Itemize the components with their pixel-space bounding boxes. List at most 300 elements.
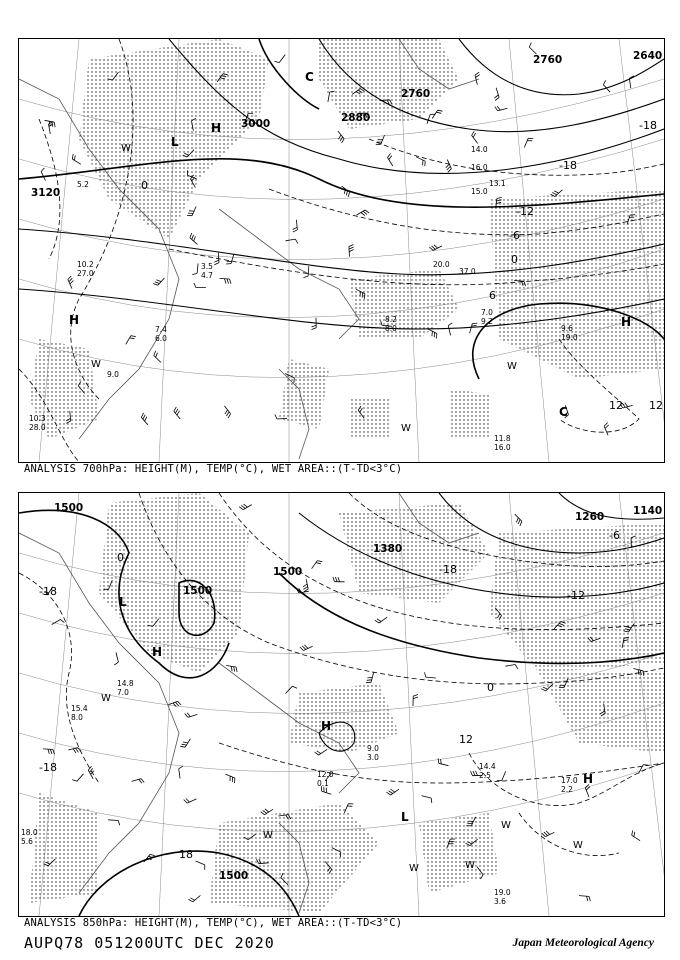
temperature-label: 0	[117, 551, 124, 564]
wind-barb-feather	[349, 250, 354, 252]
station-value: 13.1	[489, 179, 506, 188]
wind-barb	[190, 238, 198, 245]
wet-marker: W	[573, 840, 583, 851]
wind-barb	[632, 835, 640, 840]
wind-barb-feather	[342, 139, 345, 143]
wind-barb-feather	[361, 213, 365, 216]
temperature-label: 12	[609, 399, 623, 412]
wind-barb-feather	[188, 899, 192, 901]
wind-barb-feather	[190, 898, 194, 900]
wind-barb-feather	[518, 520, 520, 525]
station-value: 8.0	[385, 324, 397, 333]
station-value: 14.8	[117, 679, 134, 688]
station-value: 11.8	[494, 434, 511, 443]
height-label: 1380	[373, 543, 403, 555]
wind-barb	[470, 324, 473, 334]
station-value: 14.0	[471, 145, 488, 154]
wind-barb-feather	[239, 507, 243, 510]
wind-barb-feather	[214, 263, 219, 265]
wind-barb-feather	[73, 749, 76, 753]
wind-barb-feather	[60, 620, 64, 623]
wind-barb-feather	[391, 789, 395, 792]
pressure-center: C	[559, 405, 568, 419]
wind-barb-feather	[604, 423, 608, 427]
wind-barb-feather	[178, 701, 181, 705]
wind-barb-feather	[74, 155, 75, 160]
station-value: 9.0	[367, 744, 379, 753]
wind-barb-feather	[634, 832, 635, 837]
wind-barb-feather	[295, 239, 298, 243]
station-value: 15.4	[71, 704, 88, 713]
wind-barb-feather	[366, 682, 371, 683]
wind-barb	[154, 356, 161, 363]
wind-barb-feather	[632, 830, 633, 835]
wind-barb-feather	[389, 791, 393, 794]
station-value: 18.0	[21, 828, 38, 837]
wind-barb	[231, 254, 234, 264]
height-label: 2760	[533, 54, 563, 66]
wind-barb-feather	[173, 703, 176, 707]
wind-barb-feather	[413, 697, 418, 699]
wind-barb	[629, 78, 630, 88]
wind-barb-feather	[150, 854, 155, 856]
wind-barb-feather	[293, 230, 298, 232]
temperature-label: -18	[39, 761, 57, 774]
wind-barb-feather	[542, 833, 546, 836]
wind-barb-feather	[261, 812, 265, 815]
wind-barb-feather	[605, 425, 609, 429]
wind-barb-feather	[438, 110, 443, 111]
wind-barb-feather	[230, 279, 232, 284]
station-value: 4.7	[201, 271, 213, 280]
temperature-label: -18	[559, 159, 577, 172]
wind-barb-feather	[546, 831, 550, 834]
height-label: 2760	[401, 88, 431, 100]
wind-barb-feather	[367, 680, 372, 681]
wet-marker: W	[507, 361, 517, 372]
wind-barb	[158, 278, 165, 285]
station-value: 0.1	[317, 779, 329, 788]
wind-barb-feather	[529, 43, 531, 48]
wind-barb	[52, 620, 61, 625]
wind-barb-feather	[265, 809, 269, 812]
wind-barb-feather	[72, 154, 73, 159]
map-700hpa	[19, 39, 664, 462]
wind-barb-feather	[302, 646, 306, 650]
wind-barb-feather	[346, 191, 347, 196]
wind-barb-feather	[387, 792, 391, 795]
station-value: 12.0	[317, 770, 334, 779]
pressure-center: H	[321, 719, 332, 733]
station-value: 6.0	[155, 334, 167, 343]
height-label: 2880	[341, 112, 371, 124]
wind-barb-feather	[425, 672, 426, 677]
station-value: 14.4	[479, 762, 496, 771]
wind-barb	[338, 131, 344, 139]
wind-barb-feather	[177, 411, 180, 415]
wind-barb	[296, 220, 297, 230]
wind-barb-feather	[441, 759, 442, 764]
wind-barb-feather	[448, 323, 452, 326]
wind-barb-feather	[175, 409, 178, 413]
wind-barb-feather	[472, 131, 475, 135]
wind-barb-feather	[214, 260, 219, 262]
wind-barb-feather	[625, 403, 628, 407]
wind-barb-feather	[338, 577, 340, 582]
wind-barb	[579, 896, 589, 897]
wind-barb-feather	[275, 415, 277, 420]
wind-barb	[416, 157, 425, 161]
station-value: 7.4	[155, 325, 167, 334]
height-label: 1260	[575, 511, 605, 523]
wind-barb-feather	[543, 687, 548, 689]
height-label: 2640	[633, 50, 663, 62]
wind-barb-feather	[175, 702, 178, 706]
wind-barb-feather	[340, 137, 343, 141]
wind-barb-feather	[156, 353, 158, 358]
wind-barb	[279, 55, 285, 63]
wind-barb-feather	[375, 620, 379, 623]
wet-marker: W	[501, 820, 511, 831]
wind-barb-feather	[429, 247, 433, 250]
wet-marker: W	[401, 423, 411, 434]
wind-barb-feather	[69, 278, 73, 282]
wind-barb-feather	[49, 121, 50, 126]
wet-marker: W	[121, 143, 131, 154]
wind-barb	[472, 135, 478, 143]
wind-barb-feather	[70, 281, 73, 285]
wind-barb	[77, 774, 84, 782]
panel-caption-700hpa: ANALYSIS 700hPa: HEIGHT(M), TEMP(°C), WET AREA::(T-TD<3°C)	[24, 463, 403, 475]
wet-area-stipple	[29, 493, 664, 913]
station-value: 19.0	[494, 888, 511, 897]
pressure-center: H	[152, 645, 163, 659]
wind-barb-feather	[447, 166, 451, 170]
wind-barb-feather	[389, 156, 392, 160]
panel-caption-850hpa: ANALYSIS 850hPa: HEIGHT(M), TEMP(°C), WET AREA::(T-TD<3°C)	[24, 917, 403, 929]
station-value: 7.0	[481, 308, 493, 317]
wind-barb	[388, 158, 393, 167]
wind-barb-feather	[317, 561, 322, 562]
wind-barb-feather	[431, 798, 432, 803]
wind-barb-feather	[192, 273, 197, 274]
wind-barb-feather	[589, 896, 590, 901]
wind-barb	[218, 253, 219, 263]
wind-barb	[179, 769, 180, 779]
wind-barb-feather	[139, 779, 142, 783]
wind-barb-feather	[194, 236, 196, 241]
wind-barb-feather	[475, 72, 479, 75]
wind-barb-feather	[184, 800, 188, 804]
pressure-center: L	[171, 135, 179, 149]
station-value: 17.0	[561, 776, 578, 785]
wind-barb-feather	[587, 896, 588, 901]
wind-barb-feather	[446, 164, 450, 168]
wind-barb-feather	[432, 331, 433, 336]
wind-barb-feather	[145, 417, 147, 421]
temperature-label: 18	[179, 848, 193, 861]
wind-barb	[108, 820, 118, 821]
wind-barb-feather	[274, 61, 279, 62]
wind-barb-feather	[244, 504, 248, 507]
wet-marker: W	[465, 860, 475, 871]
wind-barb	[312, 561, 318, 569]
wind-barb-feather	[495, 97, 499, 100]
wind-barb-feather	[335, 577, 337, 582]
wind-barb-feather	[520, 521, 522, 526]
wind-barb	[379, 617, 387, 623]
station-value: 3.6	[494, 897, 506, 906]
wind-barb-feather	[227, 279, 229, 284]
wind-barb-feather	[340, 852, 341, 857]
station-value: 8.0	[71, 713, 83, 722]
wind-barb-feather	[315, 752, 319, 755]
wind-barb	[197, 263, 198, 273]
temperature-label: -12	[516, 205, 534, 218]
temperature-label: 6	[489, 289, 496, 302]
wind-barb-feather	[303, 584, 307, 587]
wind-barb-feather	[180, 746, 185, 747]
wind-barb-feather	[541, 689, 546, 691]
wind-barb-feather	[544, 832, 548, 836]
bulletin-header: AUPQ78 051200UTC DEC 2020	[24, 934, 275, 952]
wind-barb-feather	[472, 323, 477, 324]
wind-barb-feather	[154, 351, 156, 356]
wind-barb-feather	[432, 246, 436, 249]
wind-barb-feather	[155, 282, 160, 284]
wind-barb	[639, 765, 644, 774]
station-value: 9.2	[481, 317, 493, 326]
wet-marker: W	[409, 863, 419, 874]
temperature-label: 12	[459, 733, 473, 746]
wind-barb-feather	[312, 325, 317, 327]
wind-barb-feather	[304, 587, 308, 590]
wind-barb-feather	[118, 821, 120, 826]
wet-marker: W	[263, 830, 273, 841]
wind-barb	[505, 665, 515, 667]
wind-barb-feather	[226, 412, 229, 416]
wind-barb	[243, 505, 252, 510]
temperature-label: -12	[567, 589, 585, 602]
wind-barb-feather	[349, 245, 354, 247]
wind-barb-feather	[225, 410, 228, 414]
wind-barb-feather	[263, 810, 267, 813]
wind-barb-feather	[41, 168, 44, 172]
station-value: 8.2	[385, 315, 397, 324]
wind-barb-feather	[495, 107, 498, 111]
wind-barb-feather	[476, 75, 480, 78]
wind-barb-feather	[349, 247, 354, 249]
temperature-label: -18	[639, 119, 657, 132]
pressure-center: H	[211, 121, 222, 135]
station-value: 3.5	[201, 262, 213, 271]
temperature-label: -6	[609, 529, 620, 542]
station-value: 5.6	[21, 837, 33, 846]
wind-barb-feather	[367, 677, 372, 678]
wind-barb-feather	[552, 193, 557, 195]
wind-barb	[308, 266, 309, 276]
wind-barb-feather	[303, 276, 308, 278]
wind-barb-feather	[317, 751, 321, 754]
pressure-center: C	[305, 70, 314, 84]
wind-barb-feather	[192, 235, 194, 240]
station-value: 16.0	[494, 443, 511, 452]
wind-barb-feather	[448, 169, 452, 173]
wind-barb-feather	[225, 279, 227, 284]
wind-barb-feather	[476, 771, 478, 776]
wind-barb	[422, 796, 432, 799]
wind-barb	[524, 138, 528, 147]
wind-barb-feather	[234, 667, 235, 672]
wind-barb-feather	[643, 765, 648, 766]
wind-barb-feather	[312, 328, 317, 330]
wet-marker: W	[91, 359, 101, 370]
wind-barb-feather	[156, 280, 161, 282]
pressure-center: H	[69, 313, 80, 327]
wind-barb-feather	[48, 749, 50, 754]
pressure-center: L	[119, 595, 127, 609]
station-value: 2.5	[479, 771, 491, 780]
wind-barb-feather	[603, 80, 605, 84]
station-value: 37.0	[459, 267, 476, 276]
station-value: 16.0	[471, 163, 488, 172]
wind-barb-feather	[174, 407, 177, 411]
wind-barb	[193, 895, 201, 901]
temperature-label: -18	[39, 585, 57, 598]
wind-barb-feather	[554, 191, 558, 193]
wind-barb-feather	[304, 645, 308, 649]
height-label: 1500	[54, 502, 84, 514]
station-value: 27.0	[77, 269, 94, 278]
wind-barb-feather	[179, 766, 183, 769]
wind-barb-feather	[228, 414, 231, 418]
wind-barb	[196, 861, 205, 865]
wind-barb-feather	[497, 106, 500, 110]
station-value: 7.0	[117, 688, 129, 697]
wind-barb-feather	[54, 122, 55, 127]
wind-barb	[116, 652, 118, 662]
wind-barb-feather	[348, 192, 349, 197]
station-value: 19.0	[561, 333, 578, 342]
wind-barb	[439, 763, 449, 765]
wet-marker: W	[101, 693, 111, 704]
temperature-label: 0	[141, 179, 148, 192]
wind-barb-feather	[377, 619, 381, 622]
wind-barb-feather	[72, 780, 77, 782]
wind-barb-feather	[473, 133, 476, 137]
station-value: 10.3	[29, 414, 46, 423]
wind-barb-feather	[388, 154, 391, 158]
wind-barb-feather	[52, 122, 53, 127]
wind-barb-feather	[53, 749, 55, 754]
wind-barb	[72, 159, 81, 164]
wind-barb-feather	[516, 518, 518, 523]
wind-barb	[502, 771, 506, 780]
wind-barb-feather	[515, 665, 518, 669]
pressure-center: H	[583, 772, 594, 786]
wind-barb-feather	[183, 742, 188, 743]
wind-barb-feather	[114, 662, 118, 665]
wind-barb-feather	[50, 749, 52, 754]
wind-barb-feather	[236, 667, 237, 672]
map-panel-850hpa	[18, 492, 665, 917]
pressure-center: H	[621, 315, 632, 329]
wind-barb-feather	[293, 227, 297, 229]
station-value: 28.0	[29, 423, 46, 432]
wind-barb-feather	[78, 748, 81, 752]
height-label: 1500	[219, 870, 249, 882]
temperature-label: 0	[487, 681, 494, 694]
station-value: 9.6	[561, 324, 573, 333]
wind-barb-feather	[473, 771, 475, 776]
wind-barb-feather	[333, 577, 335, 582]
wind-barb	[224, 406, 230, 414]
wind-barb-feather	[413, 695, 418, 697]
height-label: 3000	[241, 118, 271, 130]
wind-barb	[448, 326, 450, 336]
wind-barb-feather	[182, 744, 187, 745]
wind-barb	[174, 411, 180, 419]
wind-barb-feather	[241, 505, 245, 508]
pressure-center: L	[401, 810, 409, 824]
height-label: 3120	[31, 187, 61, 199]
wind-barb	[126, 336, 131, 345]
wind-barb-feather	[472, 326, 477, 327]
height-label: 1500	[273, 566, 303, 578]
station-value: 15.0	[471, 187, 488, 196]
wind-barb	[427, 114, 430, 123]
wind-barb-feather	[231, 666, 232, 671]
wind-barb-feather	[131, 336, 136, 337]
wind-barb-feather	[194, 283, 196, 288]
wind-barb-feather	[190, 233, 192, 238]
wind-barb-feather	[141, 413, 143, 418]
station-value: 9.0	[107, 370, 119, 379]
wind-barb-feather	[300, 647, 304, 651]
height-label: 1500	[183, 585, 213, 597]
wind-barb-feather	[434, 245, 438, 248]
wind-barb	[426, 677, 436, 678]
wind-barb-feather	[130, 338, 135, 339]
map-panel-700hpa	[18, 38, 665, 463]
wind-barb-feather	[292, 686, 297, 688]
wind-barb-feather	[187, 713, 190, 717]
wind-barb-feather	[363, 211, 367, 214]
temperature-label: 0	[511, 253, 518, 266]
wind-barb-feather	[436, 112, 441, 113]
wind-barb-feather	[316, 563, 321, 564]
wind-barb-feather	[471, 771, 473, 776]
temperature-label: -6	[509, 229, 520, 242]
wind-barb-feather	[143, 415, 145, 419]
wind-barb-feather	[153, 284, 158, 286]
station-value: 3.0	[367, 753, 379, 762]
station-value: 20.0	[433, 260, 450, 269]
station-value: 10.2	[77, 260, 94, 269]
wind-barb-feather	[186, 799, 190, 803]
agency-name: Japan Meteorological Agency	[512, 937, 654, 949]
wind-barb	[319, 749, 327, 755]
wind-barb-feather	[438, 758, 439, 763]
wind-barb-feather	[141, 779, 144, 783]
wind-barb-feather	[436, 334, 437, 339]
temperature-label: -18	[439, 563, 457, 576]
temperature-label: 12	[649, 399, 663, 412]
wind-barb-feather	[68, 276, 71, 280]
wind-barb-feather	[365, 210, 369, 213]
wind-barb	[286, 239, 296, 241]
map-850hpa	[19, 493, 664, 916]
